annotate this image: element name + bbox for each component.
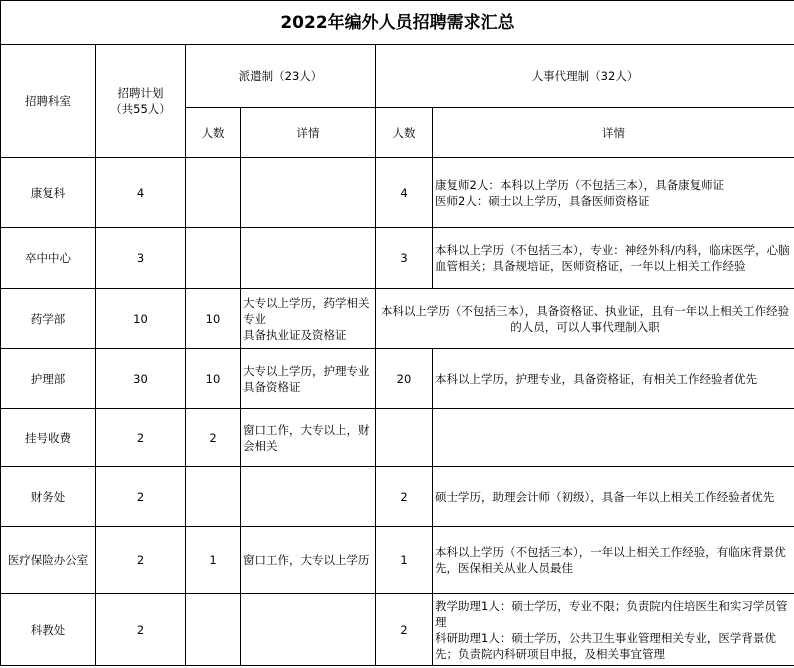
row-plan: 2 — [96, 409, 186, 467]
table-row — [1, 409, 794, 467]
row-agency-detail: 本科以上学历（不包括三本），专业：神经外科/内科，临床医学，心脑血管相关；具备规培证，医师资格证，一年以上相关工作经验 — [433, 228, 794, 289]
row-plan: 2 — [96, 594, 186, 666]
row-plan: 2 — [96, 467, 186, 527]
header-plan: 招聘计划 （共55人） — [96, 45, 186, 158]
row-agency-count: 1 — [376, 527, 433, 594]
row-agency-detail: 硕士学历，助理会计师（初级），具备一年以上相关工作经验者优先 — [433, 467, 794, 527]
row-agency-detail: 教学助理1人：硕士学历，专业不限；负责院内住培医生和实习学员管理 科研助理1人：硕士学历，公共卫生事业管理相关专业，医学背景优先；负责院内科研项目申报，及相关事宜管理 — [433, 594, 794, 666]
table-row — [1, 349, 794, 409]
row-dept: 挂号收费 — [1, 409, 96, 467]
row-dispatch-count: 2 — [186, 409, 241, 467]
table-title: 2022年编外人员招聘需求汇总 — [1, 1, 794, 45]
row-dept: 康复科 — [1, 158, 96, 228]
row-dispatch-detail: 窗口工作，大专以上，财会相关 — [241, 409, 376, 467]
row-dispatch-count: 10 — [186, 349, 241, 409]
header-dept: 招聘科室 — [1, 45, 96, 158]
table-row — [1, 467, 794, 527]
table-row — [1, 527, 794, 594]
row-agency-count — [376, 409, 433, 467]
row-dispatch-detail: 大专以上学历，药学相关专业 具备执业证及资格证 — [241, 289, 376, 349]
row-plan: 30 — [96, 349, 186, 409]
header-agency-count: 人数 — [376, 108, 433, 158]
row-agency-detail — [433, 409, 794, 467]
row-dept: 护理部 — [1, 349, 96, 409]
table-row — [1, 228, 794, 289]
header-agency: 人事代理制（32人） — [376, 45, 794, 108]
row-agency-count: 3 — [376, 228, 433, 289]
row-plan: 4 — [96, 158, 186, 228]
row-dispatch-detail — [241, 228, 376, 289]
row-dept: 科教处 — [1, 594, 96, 666]
header-agency-detail: 详情 — [433, 108, 794, 158]
header-dispatch-detail: 详情 — [241, 108, 376, 158]
table-row — [1, 289, 794, 349]
table-row — [1, 594, 794, 666]
row-agency-count: 20 — [376, 349, 433, 409]
row-dispatch-count — [186, 594, 241, 666]
row-dept: 医疗保险办公室 — [1, 527, 96, 594]
row-dispatch-count: 10 — [186, 289, 241, 349]
row-dept: 药学部 — [1, 289, 96, 349]
header-dispatch-count: 人数 — [186, 108, 241, 158]
row-dispatch-detail: 大专以上学历，护理专业 具备资格证 — [241, 349, 376, 409]
row-dispatch-count — [186, 228, 241, 289]
row-agency-detail: 本科以上学历，护理专业，具备资格证，有相关工作经验者优先 — [433, 349, 794, 409]
row-dispatch-detail — [241, 467, 376, 527]
row-agency-merged-detail: 本科以上学历（不包括三本），具备资格证、执业证，且有一年以上相关工作经验的人员，可以人事代理制入职 — [376, 289, 794, 349]
header-dispatch: 派遣制（23人） — [186, 45, 376, 108]
row-agency-count: 4 — [376, 158, 433, 228]
row-plan: 3 — [96, 228, 186, 289]
row-dispatch-count — [186, 158, 241, 228]
row-dispatch-count: 1 — [186, 527, 241, 594]
row-agency-count: 2 — [376, 594, 433, 666]
row-dispatch-detail — [241, 158, 376, 228]
row-plan: 10 — [96, 289, 186, 349]
row-dispatch-detail — [241, 594, 376, 666]
row-agency-detail: 康复师2人：本科以上学历（不包括三本），具备康复师证 医师2人：硕士以上学历，具备医师资格证 — [433, 158, 794, 228]
row-dept: 财务处 — [1, 467, 96, 527]
row-dispatch-count — [186, 467, 241, 527]
row-agency-count: 2 — [376, 467, 433, 527]
row-agency-detail: 本科以上学历（不包括三本），一年以上相关工作经验，有临床背景优先，医保相关从业人员最佳 — [433, 527, 794, 594]
row-dispatch-detail: 窗口工作，大专以上学历 — [241, 527, 376, 594]
row-plan: 2 — [96, 527, 186, 594]
row-dept: 卒中中心 — [1, 228, 96, 289]
table-row — [1, 158, 794, 228]
